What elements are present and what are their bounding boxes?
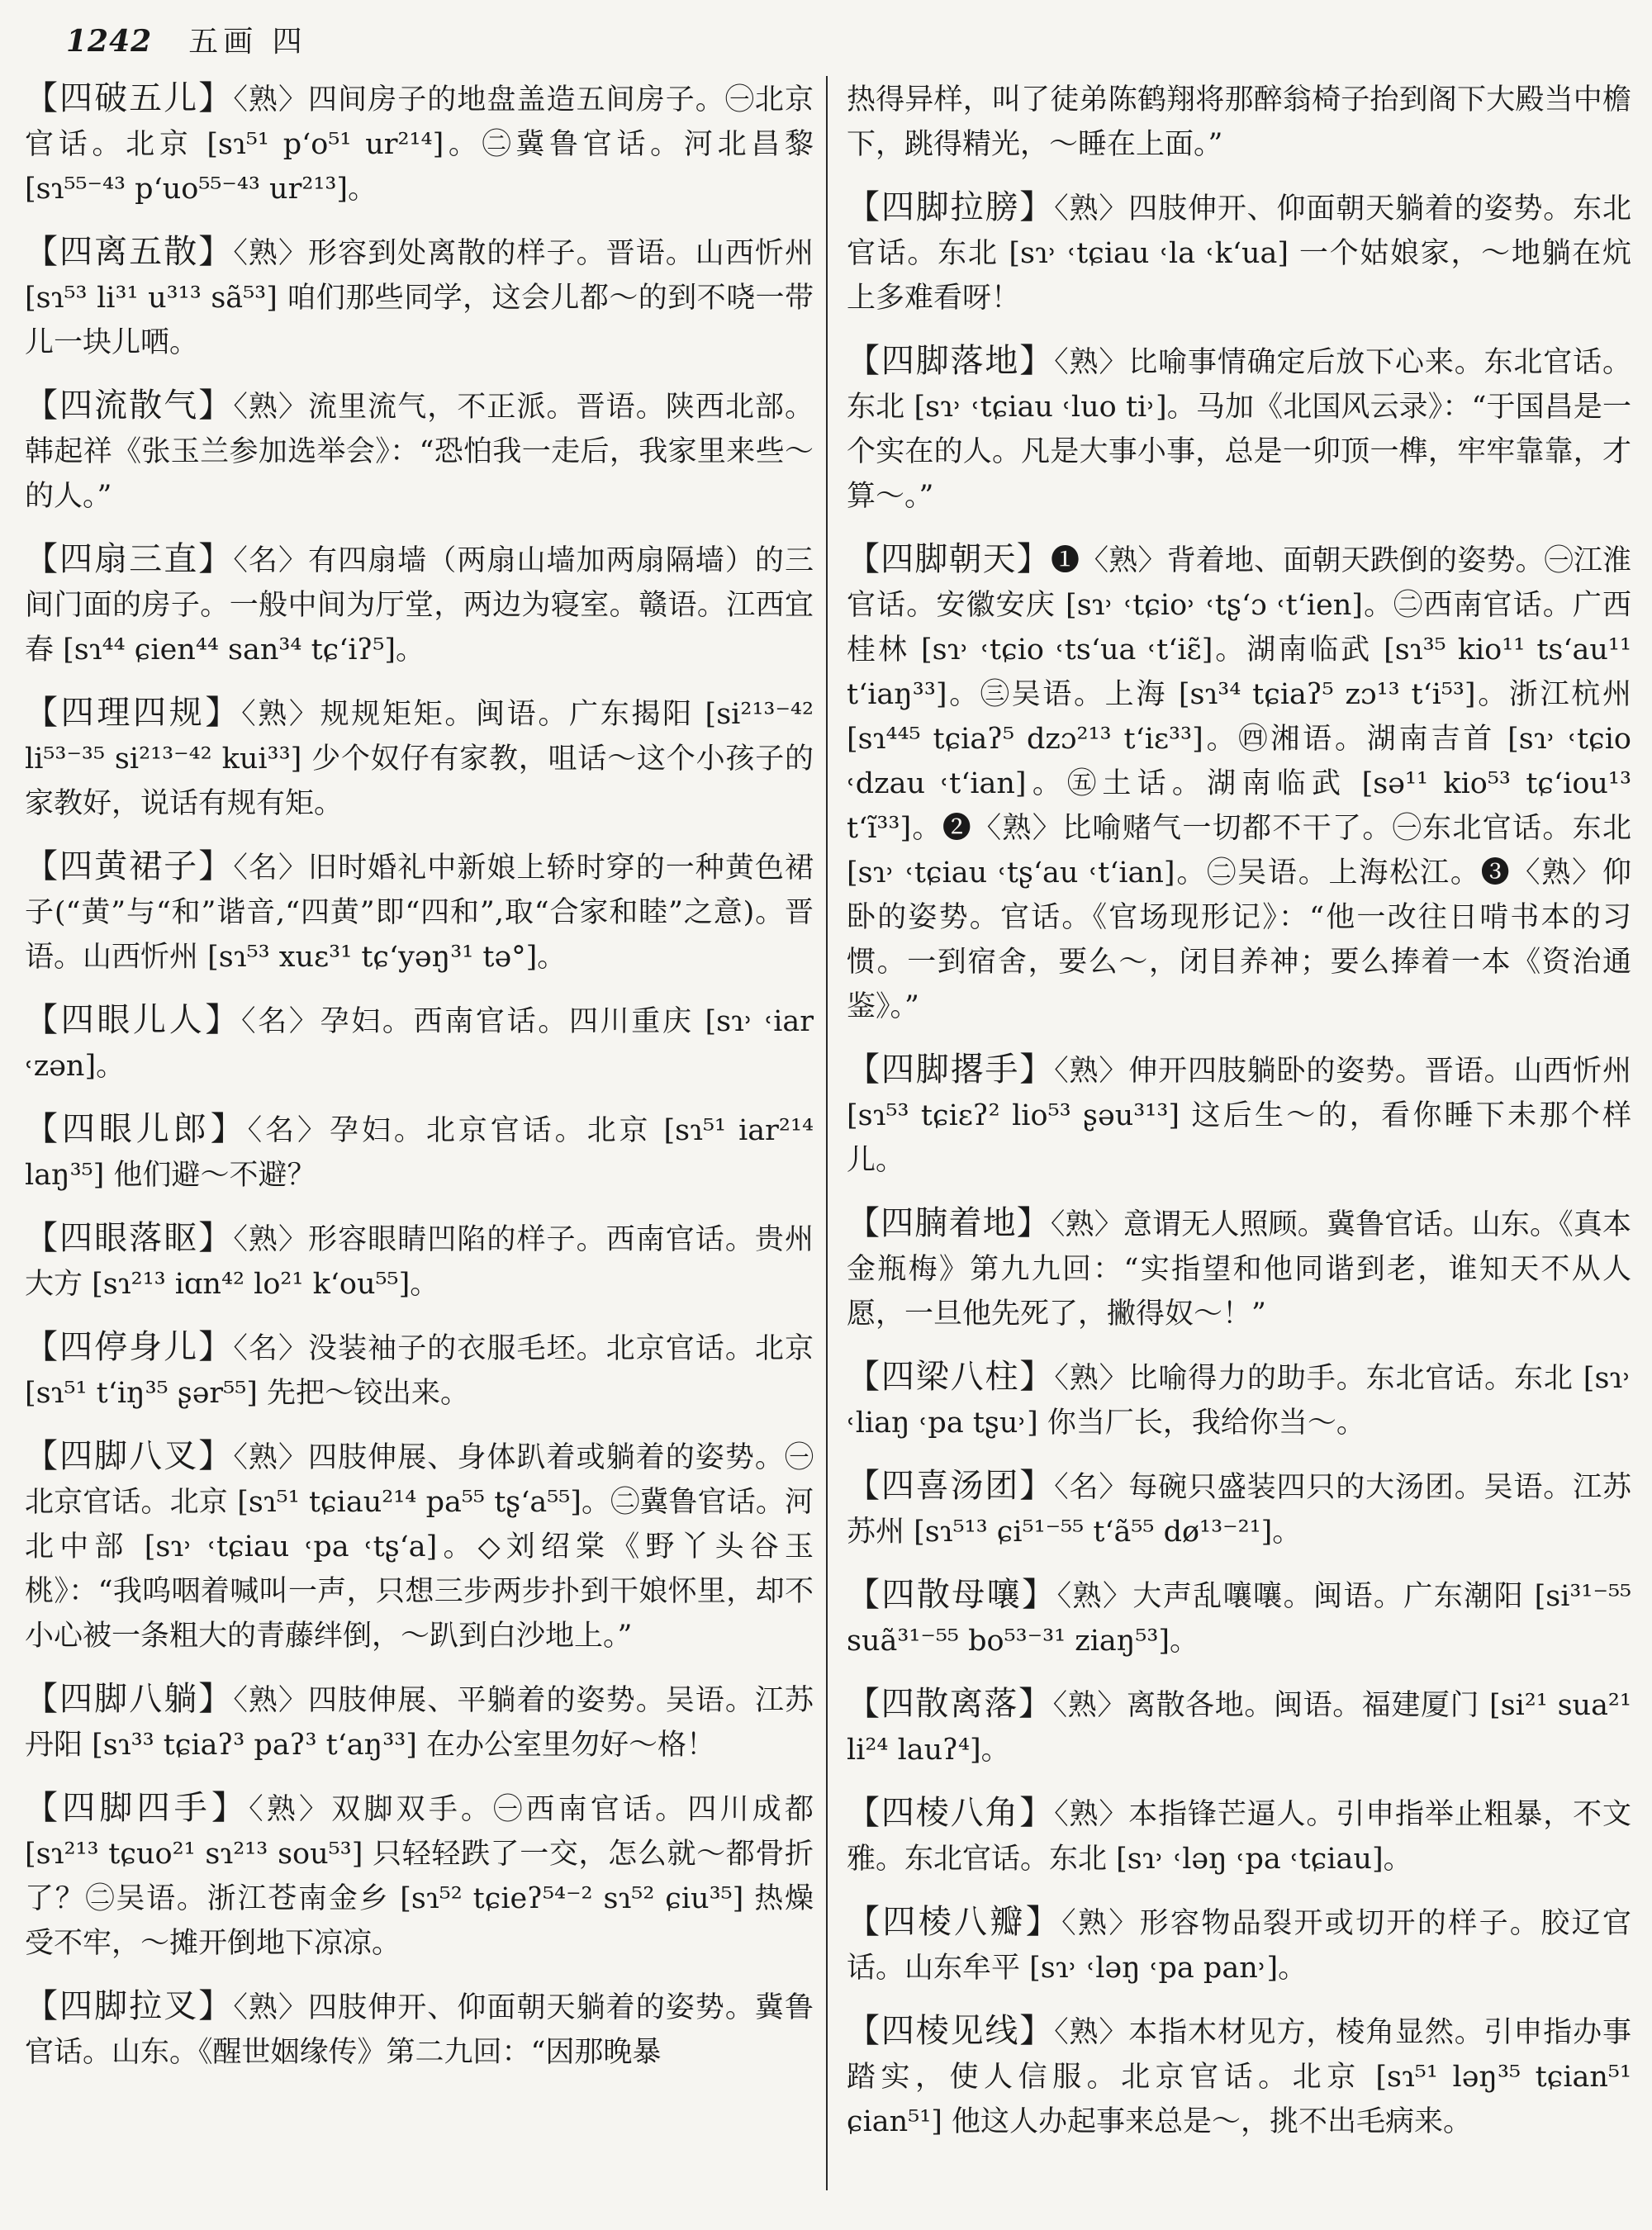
entry-headword: 【四散离落】 (847, 1685, 1053, 1723)
entry-definition: 〈熟〉规规矩矩。闽语。广东揭阳 [si²¹³⁻⁴² li⁵³⁻³⁵ si²¹³⁻⁴² kui³³] 少个奴仔有家教，咀话～这个小孩子的家教好，说话有规有矩。 (25, 698, 814, 820)
entry-definition: 〈名〉旧时婚礼中新娘上轿时穿的一种黄色裙子(“黄”与“和”谐音,“四黄”即“四和”,取“合家和睦”之意)。晋语。山西忻州 [sɿ⁵³ xuɛ³¹ tɕʻyəŋ³¹ tə°]。 (25, 852, 814, 974)
dictionary-entry (25, 998, 814, 1089)
entry-definition: 〈熟〉意谓无人照顾。冀鲁官话。山东。《真本金瓶梅》第九九回：“实指望和他同谐到老，谁知天不从人愿，一旦他先死了，撇得奴～！” (847, 1208, 1631, 1331)
entry-definition: 〈熟〉形容到处离散的样子。晋语。山西忻州 [sɿ⁵³ li³¹ u³¹³ sã⁵³] 咱们那些同学，这会儿都～的到不哓一带儿一块儿哂。 (25, 237, 814, 359)
entry-definition: 〈名〉每碗只盛装四只的大汤团。吴语。江苏苏州 [sɿ⁵¹³ ɕi⁵¹⁻⁵⁵ tʻã⁵⁵ dø¹³⁻²¹]。 (847, 1471, 1631, 1549)
entry-continuation (847, 76, 1631, 167)
dictionary-entry (847, 1900, 1631, 1990)
entry-headword: 【四离五散】 (25, 233, 234, 271)
entry-definition: 〈熟〉流里流气，不正派。晋语。陕西北部。韩起祥《张玉兰参加选举会》：“恐怕我一走后，我家里来些～的人。” (25, 391, 814, 513)
entry-definition: 〈熟〉四肢伸展、身体趴着或躺着的姿势。㊀北京官话。北京 [sɿ⁵¹ tɕiau²¹⁴ pa⁵⁵ tʂʻa⁵⁵]。㊁冀鲁官话。河北中部 [sɿ˒ ˓tɕiau ˓pa ˓tʂʻa]。◇刘绍棠《野丫头谷玉桃》：“我呜咽着喊叫一声，只想三步两步扑到干娘怀里，却不小心被一条粗大的青藤绊倒，～趴到白沙地上。” (25, 1441, 814, 1653)
entry-headword: 【四停身儿】 (25, 1328, 234, 1366)
entry-definition: 〈熟〉比喻得力的助手。东北官话。东北 [sɿ˒ ˓liaŋ ˓pa tʂu˒] 你当厂长，我给你当～。 (847, 1362, 1631, 1440)
dictionary-entry (25, 1216, 814, 1307)
entry-headword: 【四梁八柱】 (847, 1358, 1055, 1396)
entry-headword: 【四腩着地】 (847, 1204, 1051, 1242)
entry-headword: 【四脚四手】 (25, 1789, 249, 1827)
dictionary-entry (847, 537, 1631, 1029)
entry-headword: 【四黄裙子】 (25, 847, 234, 885)
entry-headword: 【四扇三直】 (25, 540, 234, 578)
entry-definition: 〈名〉孕妇。西南官话。四川重庆 [sɿ˒ ˓iar ˓zən]。 (25, 1005, 814, 1083)
entry-definition: 〈熟〉本指木材见方，棱角显然。引申指办事踏实，使人信服。北京官话。北京 [sɿ⁵¹ ləŋ³⁵ tɕian⁵¹ ɕian⁵¹] 他这人办起事来总是～，挑不出毛病来。 (847, 2016, 1631, 2138)
entry-definition: 〈名〉有四扇墙（两扇山墙加两扇隔墙）的三间门面的房子。一般中间为厅堂，两边为寝室。赣语。江西宜春 [sɿ⁴⁴ ɕien⁴⁴ san³⁴ tɕʻiʔ⁵]。 (25, 544, 814, 667)
dictionary-entry (25, 1325, 814, 1416)
dictionary-entry (847, 2009, 1631, 2144)
dictionary-entry (847, 1355, 1631, 1445)
dictionary-entry (25, 1984, 814, 2075)
dictionary-entry (25, 1434, 814, 1658)
entry-headword: 【四脚撂手】 (847, 1051, 1055, 1089)
entry-headword: 【四棱八瓣】 (847, 1903, 1062, 1941)
entry-headword: 【四眼落眍】 (25, 1219, 234, 1257)
entry-definition: 〈名〉没装袖子的衣服毛坯。北京官话。北京 [sɿ⁵¹ tʻiŋ³⁵ ʂər⁵⁵] 先把～铰出来。 (25, 1332, 814, 1410)
entry-headword: 【四脚朝天】 (847, 540, 1051, 578)
entry-definition: 〈熟〉四肢伸开、仰面朝天躺着的姿势。冀鲁官话。山东。《醒世姻缘传》第二九回：“因那晚暴 (25, 1991, 814, 2069)
dictionary-entry (847, 1201, 1631, 1336)
dictionary-entry (847, 185, 1631, 320)
dictionary-entry (847, 1791, 1631, 1881)
entry-headword: 【四眼儿郎】 (25, 1110, 248, 1148)
page-number: 1242 (66, 24, 153, 59)
entry-headword: 【四散母嚷】 (847, 1576, 1057, 1614)
entry-definition: 〈熟〉形容物品裂开或切开的样子。胶辽官话。山东牟平 [sɿ˒ ˓ləŋ ˓pa pan˒]。 (847, 1907, 1631, 1985)
entry-headword: 【四眼儿人】 (25, 1001, 242, 1039)
entry-headword: 【四脚拉膀】 (847, 188, 1055, 226)
entry-headword: 【四棱见线】 (847, 2012, 1055, 2050)
entry-definition: 〈熟〉四间房子的地盘盖造五间房子。㊀北京官话。北京 [sɿ⁵¹ pʻo⁵¹ ur²¹⁴]。㊁冀鲁官话。河北昌黎 [sɿ⁵⁵⁻⁴³ pʻuo⁵⁵⁻⁴³ ur²¹³]。 (25, 83, 814, 206)
left-column (25, 76, 814, 2207)
entry-headword: 【四脚拉叉】 (25, 1987, 234, 2025)
entry-definition: 〈熟〉四肢伸开、仰面朝天躺着的姿势。东北官话。东北 [sɿ˒ ˓tɕiau ˓la ˓kʻua] 一个姑娘家，～地躺在炕上多难看呀！ (847, 192, 1631, 315)
page-header-title: 五画 四 (188, 25, 307, 59)
dictionary-entry (25, 383, 814, 519)
column-divider (826, 76, 828, 2190)
entry-definition: 〈熟〉离散各地。闽语。福建厦门 [si²¹ sua²¹ li²⁴ lauʔ⁴]。 (847, 1689, 1631, 1767)
entry-headword: 【四脚落地】 (847, 342, 1055, 380)
dictionary-entry (847, 1464, 1631, 1554)
dictionary-entry (25, 1677, 814, 1767)
entry-definition: 〈熟〉大声乱嚷嚷。闽语。广东潮阳 [si³¹⁻⁵⁵ suã³¹⁻⁵⁵ bo⁵³⁻³¹ ziaŋ⁵³]。 (847, 1580, 1631, 1658)
entry-headword: 【四破五儿】 (25, 79, 234, 117)
dictionary-entry (25, 1107, 814, 1198)
dictionary-entry (847, 1573, 1631, 1663)
dictionary-entry (25, 1786, 814, 1966)
entry-headword: 【四脚八躺】 (25, 1680, 234, 1718)
entry-definition: 〈熟〉比喻事情确定后放下心来。东北官话。东北 [sɿ˒ ˓tɕiau ˓luo ti˒]。马加《北国风云录》：“于国昌是一个实在的人。凡是大事小事，总是一卯顶一榫，牢牢靠靠，才算～。” (847, 346, 1631, 513)
dictionary-entry (25, 844, 814, 980)
entry-definition: 〈熟〉双脚双手。㊀西南官话。四川成都 [sɿ²¹³ tɕuo²¹ sɿ²¹³ sou⁵³] 只轻轻跌了一交，怎么就～都骨折了？㊁吴语。浙江苍南金乡 [sɿ⁵² tɕieʔ⁵⁴⁻² sɿ⁵² ɕiu³⁵] 热燥受不牢，～摊开倒地下凉凉。 (25, 1793, 814, 1960)
dictionary-entry (847, 1047, 1631, 1183)
entry-definition: 〈熟〉四肢伸展、平躺着的姿势。吴语。江苏丹阳 [sɿ³³ tɕiaʔ³ paʔ³ tʻaŋ³³] 在办公室里勿好～格！ (25, 1684, 814, 1762)
entry-headword: 【四流散气】 (25, 387, 234, 425)
dictionary-entry (847, 1682, 1631, 1772)
entry-headword: 【四理四规】 (25, 694, 242, 732)
entry-definition: ❶〈熟〉背着地、面朝天跌倒的姿势。㊀江淮官话。安徽安庆 [sɿ˒ ˓tɕio˒ ˓tʂʻɔ ˓tʻien]。㊁西南官话。广西桂林 [sɿ˒ ˓tɕio ˓tsʻua ˓tʻiɛ̃]。湖南临武 [sɿ³⁵ kio¹¹ tsʻau¹¹ tʻiaŋ³³]。㊂吴语。上海 [sɿ³⁴ tɕiaʔ⁵ zɔ¹³ tʻi⁵³]。浙江杭州 [sɿ⁴⁴⁵ tɕiaʔ⁵ dzɔ²¹³ tʻiɛ³³]。㊃湘语。湖南吉首 [sɿ˒ ˓tɕio ˓dzau ˓tʻian]。㊄土话。湖南临武 [sə¹¹ kio⁵³ tɕʻiou¹³ tʻĩ³³]。❷〈熟〉比喻赌气一切都不干了。㊀东北官话。东北 [sɿ˒ ˓tɕiau ˓tʂʻau ˓tʻian]。㊁吴语。上海松江。❸〈熟〉仰卧的姿势。官话。《官场现形记》：“他一改往日啃书本的习惯。一到宿舍，要么～，闭目养神；要么捧着一本《资治通鉴》。” (847, 544, 1631, 1023)
page-header (66, 18, 307, 68)
entry-definition: 〈名〉孕妇。北京官话。北京 [sɿ⁵¹ iar²¹⁴ laŋ³⁵] 他们避～不避？ (25, 1114, 814, 1192)
entry-headword: 【四喜汤团】 (847, 1467, 1055, 1505)
dictionary-entry (25, 76, 814, 211)
entry-definition: 〈熟〉伸开四肢躺卧的姿势。晋语。山西忻州 [sɿ⁵³ tɕiɛʔ² lio⁵³ ʂəu³¹³] 这后生～的，看你睡下未那个样儿。 (847, 1055, 1631, 1177)
dictionary-entry (25, 690, 814, 826)
dictionary-entry (25, 537, 814, 672)
right-column (847, 76, 1631, 2207)
dictionary-entry (847, 339, 1631, 519)
entry-headword: 【四棱八角】 (847, 1794, 1055, 1832)
entry-definition: 〈熟〉本指锋芒逼人。引申指举止粗暴，不文雅。东北官话。东北 [sɿ˒ ˓ləŋ ˓pa ˓tɕiau]。 (847, 1798, 1631, 1876)
dictionary-entry (25, 230, 814, 365)
entry-headword: 【四脚八叉】 (25, 1437, 234, 1475)
entry-definition: 〈熟〉形容眼睛凹陷的样子。西南官话。贵州大方 [sɿ²¹³ iɑn⁴² lo²¹ kʻou⁵⁵]。 (25, 1223, 814, 1301)
entry-definition: 热得异样，叫了徒弟陈鹤翔将那醉翁椅子抬到阁下大殿当中檐下，跳得精光，～睡在上面。” (847, 83, 1631, 161)
